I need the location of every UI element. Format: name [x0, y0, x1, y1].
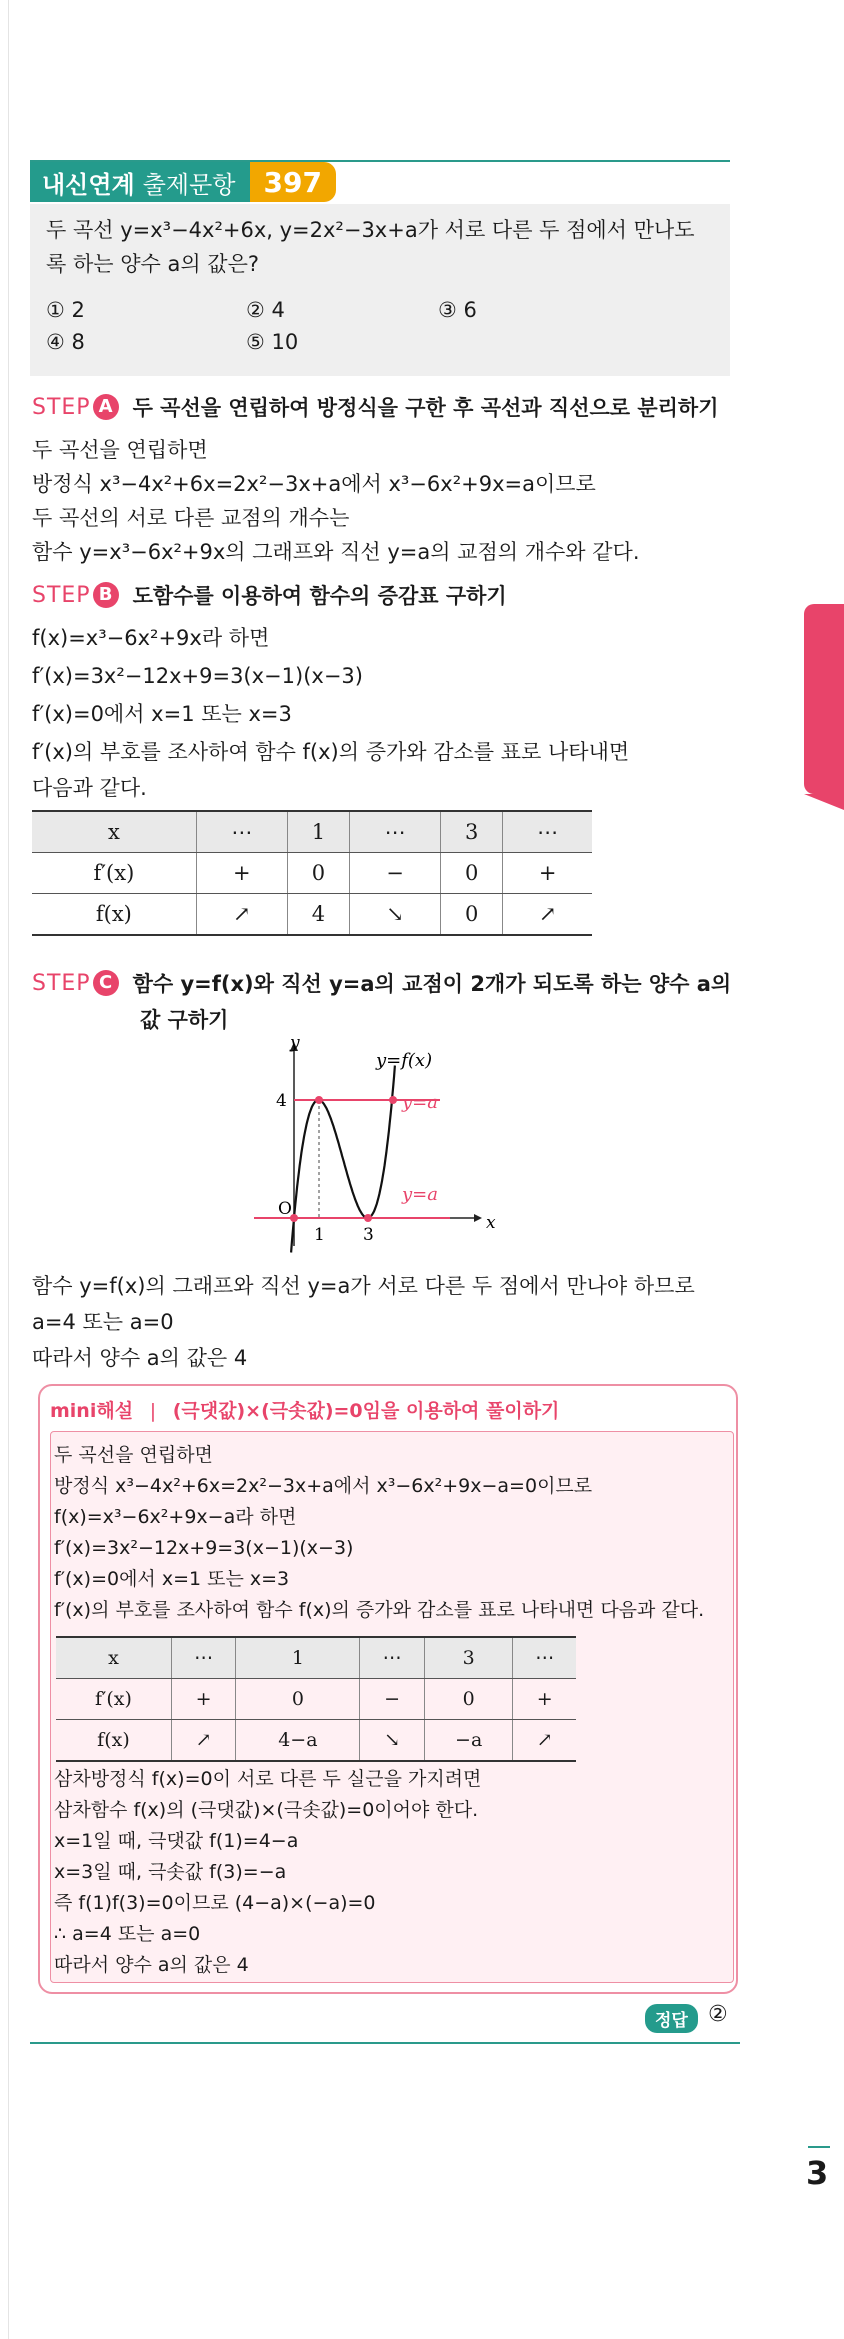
table-cell: x [56, 1637, 171, 1679]
x-axis-arrow [474, 1214, 482, 1222]
problem-header [30, 162, 336, 202]
table-row [32, 853, 592, 894]
footer-rule [30, 2042, 740, 2044]
table-cell: ⋯ [503, 811, 592, 853]
table-cell: 1 [236, 1637, 360, 1679]
table-row [56, 1679, 576, 1720]
problem-line-1: 두 곡선 y=x³−4x²+6x, y=2x²−3x+a가 서로 다른 두 점에서 만나도 [46, 218, 695, 242]
intersection-point [389, 1096, 397, 1104]
header-sublabel: 출제문항 [142, 170, 236, 199]
table-cell: 3 [441, 811, 503, 853]
step-a-heading [32, 392, 719, 422]
mini-line-5: f′(x)=0에서 x=1 또는 x=3 [54, 1568, 290, 1590]
table-cell: 0 [236, 1679, 360, 1720]
table-cell: ↗ [171, 1720, 235, 1762]
answer-value: ② [708, 2002, 728, 2027]
mini-label: mini해설 [50, 1400, 134, 1422]
table-cell: ↗ [513, 1720, 576, 1762]
cubic-curve [291, 1066, 395, 1253]
mini-line-7: 삼차방정식 f(x)=0이 서로 다른 두 실근을 가지려면 [54, 1768, 482, 1790]
step-b-sign-table [32, 810, 592, 936]
y-axis-label: y [290, 1036, 300, 1053]
table-cell: ⋯ [360, 1637, 424, 1679]
table-cell: ↘ [350, 894, 441, 936]
table-cell: − [360, 1679, 424, 1720]
mini-line-1: 두 곡선을 연립하면 [54, 1444, 213, 1466]
x-axis-label: x [486, 1213, 496, 1233]
table-row [56, 1637, 576, 1679]
mini-separator: | [149, 1400, 157, 1422]
problem-line-2: 록 하는 양수 a의 값은? [46, 252, 260, 276]
choice-2: ② 4 [246, 298, 285, 322]
table-cell: f′(x) [32, 853, 196, 894]
header-label: 내신연계 [42, 170, 135, 199]
table-cell: f(x) [32, 894, 196, 936]
table-cell: + [513, 1679, 576, 1720]
choice-5: ⑤ 10 [246, 330, 299, 354]
line-label-top: y=a [402, 1092, 438, 1113]
page-number-rule [808, 2146, 830, 2148]
table-row [56, 1720, 576, 1762]
mini-line-2: 방정식 x³−4x²+6x=2x²−3x+a에서 x³−6x²+9x−a=0이므로 [54, 1475, 593, 1497]
table-cell: ⋯ [350, 811, 441, 853]
step-a-badge: A [93, 394, 119, 420]
choice-4: ④ 8 [46, 330, 85, 354]
step-b-title: 도함수를 이용하여 함수의 증감표 구하기 [132, 584, 507, 608]
header-label-box [30, 162, 250, 202]
tick-y-4: 4 [276, 1091, 287, 1111]
table-cell: 0 [424, 1679, 513, 1720]
step-c-line-1: 함수 y=f(x)의 그래프와 직선 y=a가 서로 다른 두 점에서 만나야 하므로 [32, 1274, 695, 1298]
tick-x-3: 3 [363, 1225, 374, 1245]
step-a-line-3: 두 곡선의 서로 다른 교점의 개수는 [32, 506, 350, 530]
max-point [315, 1096, 323, 1104]
step-a-line-2: 방정식 x³−4x²+6x=2x²−3x+a에서 x³−6x²+9x=a이므로 [32, 472, 596, 496]
mini-line-12: ∴ a=4 또는 a=0 [54, 1923, 201, 1945]
mini-line-6: f′(x)의 부호를 조사하여 함수 f(x)의 증가와 감소를 표로 나타내면 다음과 같다. [54, 1599, 705, 1621]
step-b-line-5: 다음과 같다. [32, 776, 147, 800]
mini-line-9: x=1일 때, 극댓값 f(1)=4−a [54, 1830, 299, 1852]
cubic-graph [250, 1036, 510, 1256]
problem-number: 397 [250, 162, 336, 202]
step-c-heading [32, 968, 731, 998]
table-cell: + [171, 1679, 235, 1720]
mini-line-11: 즉 f(1)f(3)=0이므로 (4−a)×(−a)=0 [54, 1892, 376, 1914]
step-b-line-4: f′(x)의 부호를 조사하여 함수 f(x)의 증가와 감소를 표로 나타내면 [32, 740, 630, 764]
step-a-label: STEP [32, 394, 91, 420]
step-c-badge: C [93, 970, 119, 996]
mini-solution-title [50, 1396, 559, 1423]
mini-line-4: f′(x)=3x²−12x+9=3(x−1)(x−3) [54, 1537, 354, 1559]
tick-x-1: 1 [314, 1225, 325, 1245]
table-cell: f(x) [56, 1720, 171, 1762]
choice-1: ① 2 [46, 298, 85, 322]
step-b-line-2: f′(x)=3x²−12x+9=3(x−1)(x−3) [32, 664, 363, 688]
mini-line-3: f(x)=x³−6x²+9x−a라 하면 [54, 1506, 297, 1528]
table-cell: −a [424, 1720, 513, 1762]
table-cell: + [503, 853, 592, 894]
choice-3: ③ 6 [438, 298, 477, 322]
min-point [364, 1214, 372, 1222]
mini-line-10: x=3일 때, 극솟값 f(3)=−a [54, 1861, 287, 1883]
table-cell: 4−a [236, 1720, 360, 1762]
step-b-label: STEP [32, 582, 91, 608]
step-c-line-3: 따라서 양수 a의 값은 4 [32, 1346, 248, 1370]
chapter-side-tab-notch [804, 794, 844, 810]
table-cell: ⋯ [171, 1637, 235, 1679]
chapter-side-tab [804, 604, 844, 794]
mini-subtitle: (극댓값)×(극솟값)=0임을 이용하여 풀이하기 [172, 1400, 560, 1422]
step-c-title-1: 함수 y=f(x)와 직선 y=a의 교점이 2개가 되도록 하는 양수 a의 [132, 972, 732, 996]
step-b-heading [32, 580, 507, 610]
step-a-line-4: 함수 y=x³−6x²+9x의 그래프와 직선 y=a의 교점의 개수와 같다. [32, 540, 640, 564]
table-row [32, 894, 592, 936]
table-row [32, 811, 592, 853]
step-c-label: STEP [32, 970, 91, 996]
step-c-title-2: 값 구하기 [140, 1008, 229, 1032]
curve-label: y=f(x) [376, 1050, 433, 1071]
step-b-badge: B [93, 582, 119, 608]
page-margin-rule [8, 0, 9, 2339]
table-cell: − [350, 853, 441, 894]
step-c-line-2: a=4 또는 a=0 [32, 1310, 174, 1334]
table-cell: 0 [441, 853, 503, 894]
origin-label: O [278, 1199, 292, 1219]
table-cell: ⋯ [513, 1637, 576, 1679]
answer-badge: 정답 [645, 2004, 698, 2033]
table-cell: 4 [287, 894, 349, 936]
table-cell: x [32, 811, 196, 853]
mini-sign-table [56, 1636, 576, 1762]
step-b-line-3: f′(x)=0에서 x=1 또는 x=3 [32, 702, 292, 726]
step-a-title: 두 곡선을 연립하여 방정식을 구한 후 곡선과 직선으로 분리하기 [132, 396, 719, 420]
table-cell: ⋯ [196, 811, 287, 853]
step-b-line-1: f(x)=x³−6x²+9x라 하면 [32, 626, 270, 650]
step-a-line-1: 두 곡선을 연립하면 [32, 438, 208, 462]
table-cell: ↘ [360, 1720, 424, 1762]
line-label-bottom: y=a [402, 1184, 438, 1205]
table-cell: + [196, 853, 287, 894]
mini-line-8: 삼차함수 f(x)의 (극댓값)×(극솟값)=0이어야 한다. [54, 1799, 479, 1821]
table-cell: ↗ [503, 894, 592, 936]
table-cell: 0 [287, 853, 349, 894]
table-cell: f′(x) [56, 1679, 171, 1720]
table-cell: ↗ [196, 894, 287, 936]
table-cell: 0 [441, 894, 503, 936]
mini-line-13: 따라서 양수 a의 값은 4 [54, 1954, 249, 1976]
page-number: 3 [806, 2154, 829, 2192]
table-cell: 1 [287, 811, 349, 853]
table-cell: 3 [424, 1637, 513, 1679]
